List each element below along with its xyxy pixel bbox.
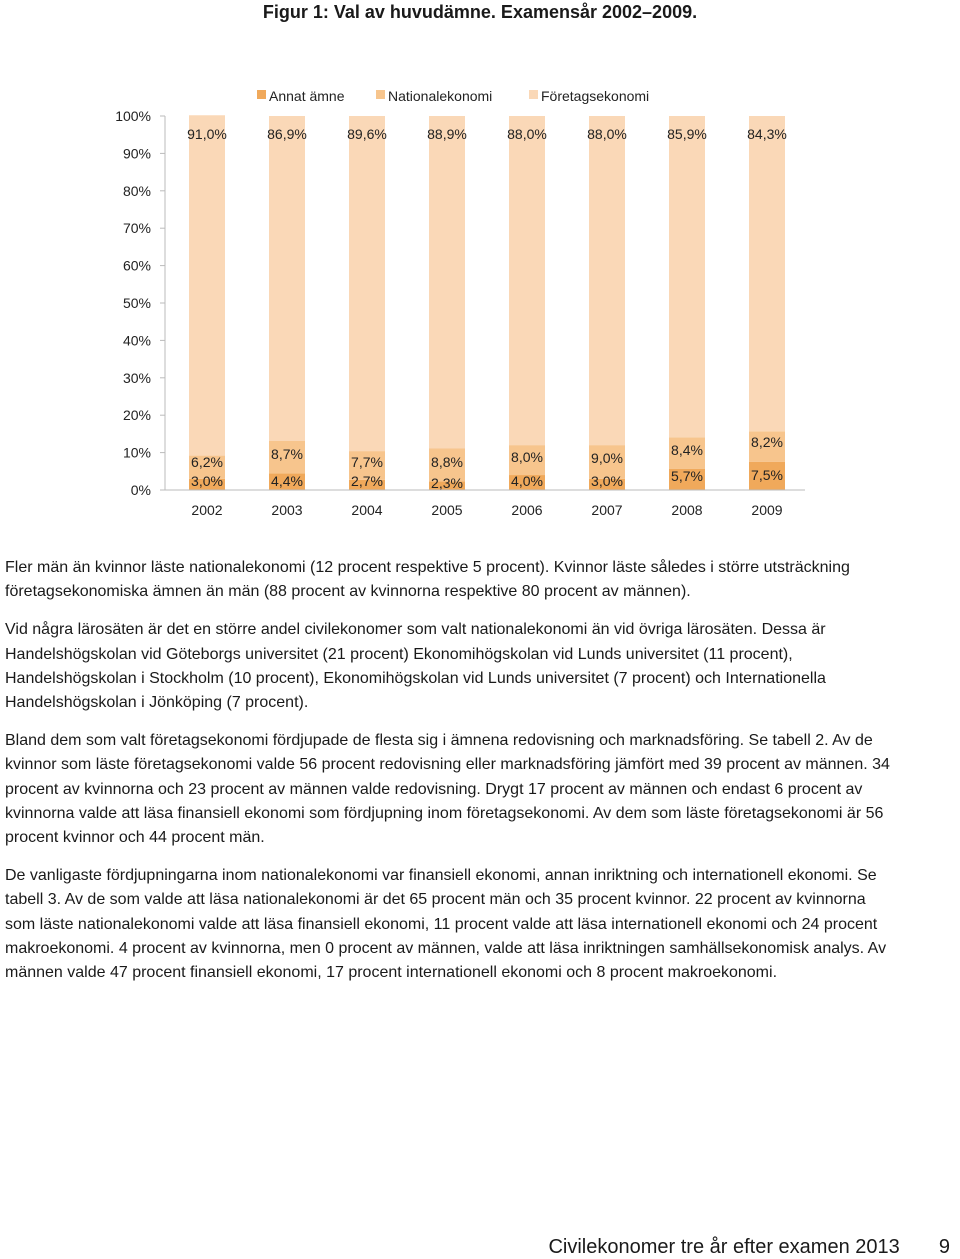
data-label: 8,4% bbox=[671, 442, 703, 458]
data-label: 6,2% bbox=[191, 454, 223, 470]
data-label: 2,3% bbox=[431, 475, 463, 491]
bar-segment bbox=[349, 116, 385, 451]
data-label: 88,0% bbox=[587, 126, 627, 142]
y-tick-label: 0% bbox=[130, 482, 151, 498]
bar-segment bbox=[269, 116, 305, 441]
x-tick-label: 2006 bbox=[511, 502, 543, 518]
legend-swatch bbox=[529, 90, 538, 99]
bar-segment bbox=[509, 116, 545, 445]
x-tick-label: 2004 bbox=[351, 502, 383, 518]
data-label: 7,5% bbox=[751, 467, 783, 483]
data-label: 85,9% bbox=[667, 126, 707, 142]
legend-swatch bbox=[257, 90, 266, 99]
data-label: 89,6% bbox=[347, 126, 387, 142]
data-label: 8,2% bbox=[751, 434, 783, 450]
data-label: 86,9% bbox=[267, 126, 307, 142]
x-tick-label: 2008 bbox=[671, 502, 703, 518]
y-tick-label: 40% bbox=[122, 332, 151, 349]
bar-segment bbox=[189, 115, 225, 455]
bar-segment bbox=[669, 116, 705, 437]
legend bbox=[257, 88, 649, 104]
body-text bbox=[5, 556, 890, 999]
data-label: 5,7% bbox=[671, 468, 703, 484]
x-tick-label: 2009 bbox=[751, 502, 783, 518]
data-label: 7,7% bbox=[351, 454, 383, 470]
y-tick-label: 30% bbox=[122, 369, 151, 386]
bars bbox=[187, 115, 787, 491]
x-tick-label: 2003 bbox=[271, 502, 303, 518]
legend-label: Nationalekonomi bbox=[388, 88, 493, 104]
y-tick-label: 50% bbox=[122, 295, 151, 311]
legend-label: Annat ämne bbox=[269, 88, 345, 104]
data-label: 3,0% bbox=[591, 473, 623, 489]
y-tick-label: 80% bbox=[122, 182, 151, 199]
data-label: 3,0% bbox=[191, 473, 223, 489]
publication-title: Civilekonomer tre år efter examen 2013 bbox=[548, 1236, 900, 1258]
stacked-bar-chart bbox=[0, 70, 960, 530]
x-tick-label: 2002 bbox=[191, 502, 223, 518]
data-label: 8,7% bbox=[271, 446, 303, 462]
legend-label: Företagsekonomi bbox=[541, 88, 650, 104]
paragraph-2: Vid några lärosäten är det en större andel civilekonomer som valt nationalekonomi än vid övriga lärosäten. Dessa är Handelshögskolan vid Göteborgs universitet (21 procent) Ekonomihögskolan vid Lunds universitet (11 procent), Handelshögskolan i Stockholm (10 procent), Ekonomihögskolan vid Lunds universitet (7 procent) och Internationella Handelshögskolan i Jönköping (7 procent). bbox=[5, 621, 826, 712]
data-label: 2,7% bbox=[351, 473, 383, 489]
bar-segment bbox=[429, 116, 465, 448]
y-tick-label: 100% bbox=[115, 108, 151, 124]
paragraph-1: Fler män än kvinnor läste nationalekonomi (12 procent respektive 5 procent). Kvinnor läste således i större utsträckning företagsekonomiska ämnen än män (88 procent av kvinnorna respektive 80 procent av männen). bbox=[5, 559, 850, 601]
y-tick-label: 20% bbox=[122, 407, 151, 424]
figure-title: Figur 1: Val av huvudämne. Examensår 2002–2009. bbox=[262, 2, 698, 22]
x-axis bbox=[165, 490, 805, 518]
y-tick-label: 10% bbox=[122, 444, 151, 461]
data-label: 91,0% bbox=[187, 126, 227, 142]
data-label: 4,4% bbox=[271, 473, 303, 489]
data-label: 88,9% bbox=[427, 126, 467, 142]
y-tick-label: 60% bbox=[122, 257, 151, 274]
page-number: 9 bbox=[938, 1236, 950, 1258]
x-tick-label: 2005 bbox=[431, 502, 463, 518]
legend-swatch bbox=[376, 90, 385, 99]
bar-segment bbox=[589, 116, 625, 445]
data-label: 9,0% bbox=[591, 450, 623, 466]
data-label: 88,0% bbox=[507, 126, 547, 142]
data-label: 4,0% bbox=[511, 473, 543, 489]
paragraph-3: Bland dem som valt företagsekonomi fördjupade de flesta sig i ämnena redovisning och marknadsföring. Se tabell 2. Av de kvinnor som läste företagsekonomi valde 56 procent redovisning eller marknadsföring jämfört med 39 procent av männen. 34 procent av kvinnorna och 23 procent av männen valde redovisning. Drygt 17 procent av männen och endast 6 procent av kvinnorna valde att läsa finansiell ekonomi som fördjupning inom företagsekonomi. Av dem som läste företagsekonomi är 56 procent kvinnor och 44 procent män. bbox=[5, 732, 890, 847]
data-label: 84,3% bbox=[747, 126, 787, 142]
bar-segment bbox=[749, 116, 785, 431]
x-tick-label: 2007 bbox=[591, 502, 623, 518]
y-axis bbox=[115, 108, 165, 498]
data-label: 8,8% bbox=[431, 454, 463, 470]
data-label: 8,0% bbox=[511, 449, 543, 465]
y-tick-label: 90% bbox=[122, 145, 151, 162]
y-tick-label: 70% bbox=[122, 220, 151, 237]
paragraph-4: De vanligaste fördjupningarna inom nationalekonomi var finansiell ekonomi, annan inriktning och internationell ekonomi. Se tabell 3. Av de som valde att läsa nationalekonomi är det 65 procent män och 35 procent kvinnor. 22 procent av kvinnorna som läste nationalekonomi valde att läsa finansiell ekonomi, 11 procent valde att läsa internationell ekonomi och 24 procent makroekonomi. 4 procent av kvinnorna, men 0 procent av männen, valde att läsa inriktningen samhällsekonomisk analys. Av männen valde 47 procent finansiell ekonomi, 17 procent internationell ekonomi och 8 procent makroekonomi. bbox=[5, 867, 887, 982]
